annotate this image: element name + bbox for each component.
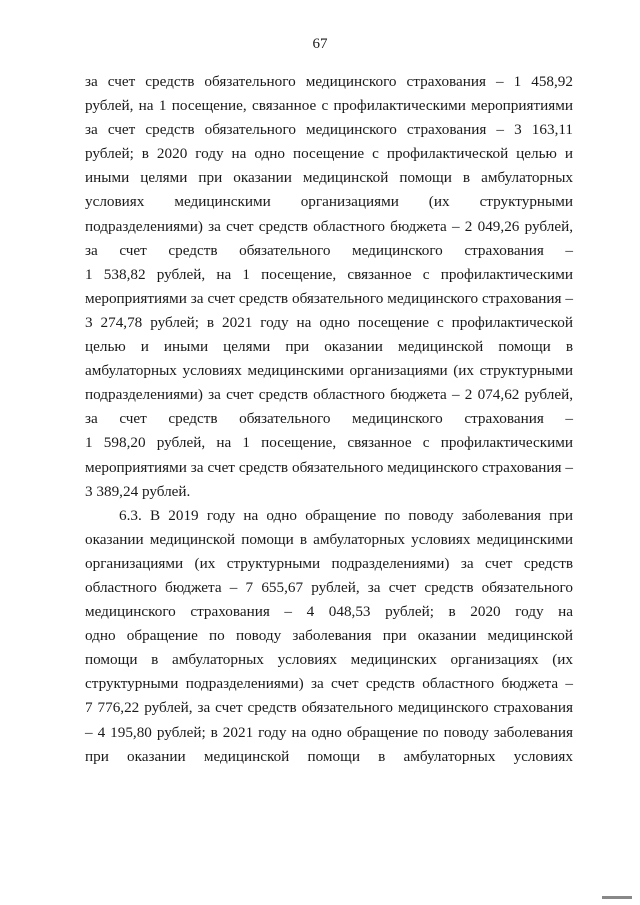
text-line: подразделениями) за счет средств областного бюджета – 2 049,26 рублей, xyxy=(85,217,573,235)
text-line: структурными подразделениями) за счет средств областного бюджета – xyxy=(85,675,573,693)
document-body xyxy=(85,70,573,769)
page-number: 67 xyxy=(312,36,328,52)
text-line: одно обращение по поводу заболевания при оказании медицинской xyxy=(85,627,573,645)
text-line: целью и иными целями при оказании медицинской помощи в xyxy=(85,338,573,356)
text-line: 1 598,20 рублей, на 1 посещение, связанное с профилактическими xyxy=(85,434,573,452)
text-line: мероприятиями за счет средств обязательного медицинского страхования – xyxy=(85,289,573,307)
text-line: за счет средств обязательного медицинского страхования – 3 163,11 xyxy=(85,121,573,139)
text-line: при оказании медицинской помощи в амбулаторных условиях xyxy=(85,747,573,765)
text-line: рублей, на 1 посещение, связанное с профилактическими мероприятиями xyxy=(85,97,573,115)
text-line: рублей; в 2020 году на одно посещение с профилактической целью и xyxy=(85,145,573,163)
text-line: мероприятиями за счет средств обязательного медицинского страхования – xyxy=(85,458,573,476)
text-line: иными целями при оказании медицинской помощи в амбулаторных xyxy=(85,169,573,187)
text-line: областного бюджета – 7 655,67 рублей, за счет средств обязательного xyxy=(85,578,573,596)
text-line: амбулаторных условиях медицинскими организациями (их структурными xyxy=(85,362,573,380)
scan-edge-mark xyxy=(602,896,632,899)
text-line: оказании медицинской помощи в амбулаторных условиях медицинскими xyxy=(85,530,573,548)
text-line: помощи в амбулаторных условиях медицинских организациях (их xyxy=(85,651,573,669)
text-line: 1 538,82 рублей, на 1 посещение, связанное с профилактическими xyxy=(85,265,573,283)
text-line: 3 274,78 рублей; в 2021 году на одно посещение с профилактической xyxy=(85,313,573,331)
text-line: медицинского страхования – 4 048,53 рублей; в 2020 году на xyxy=(85,603,573,621)
text-line: условиях медицинскими организациями (их структурными xyxy=(85,193,573,211)
text-line: – 4 195,80 рублей; в 2021 году на одно обращение по поводу заболевания xyxy=(85,723,573,741)
text-line: подразделениями) за счет средств областного бюджета – 2 074,62 рублей, xyxy=(85,386,573,404)
text-line: за счет средств обязательного медицинского страхования – 1 458,92 xyxy=(85,73,573,90)
text-line: организациями (их структурными подразделениями) за счет средств xyxy=(85,554,573,572)
text-line: 7 776,22 рублей, за счет средств обязательного медицинского страхования xyxy=(85,699,573,717)
text-line: 6.3. В 2019 году на одно обращение по поводу заболевания при xyxy=(119,506,573,524)
text-line: за счет средств обязательного медицинского страхования – xyxy=(85,241,573,259)
text-line: 3 389,24 рублей. xyxy=(85,482,191,500)
text-line: за счет средств обязательного медицинского страхования – xyxy=(85,410,573,428)
